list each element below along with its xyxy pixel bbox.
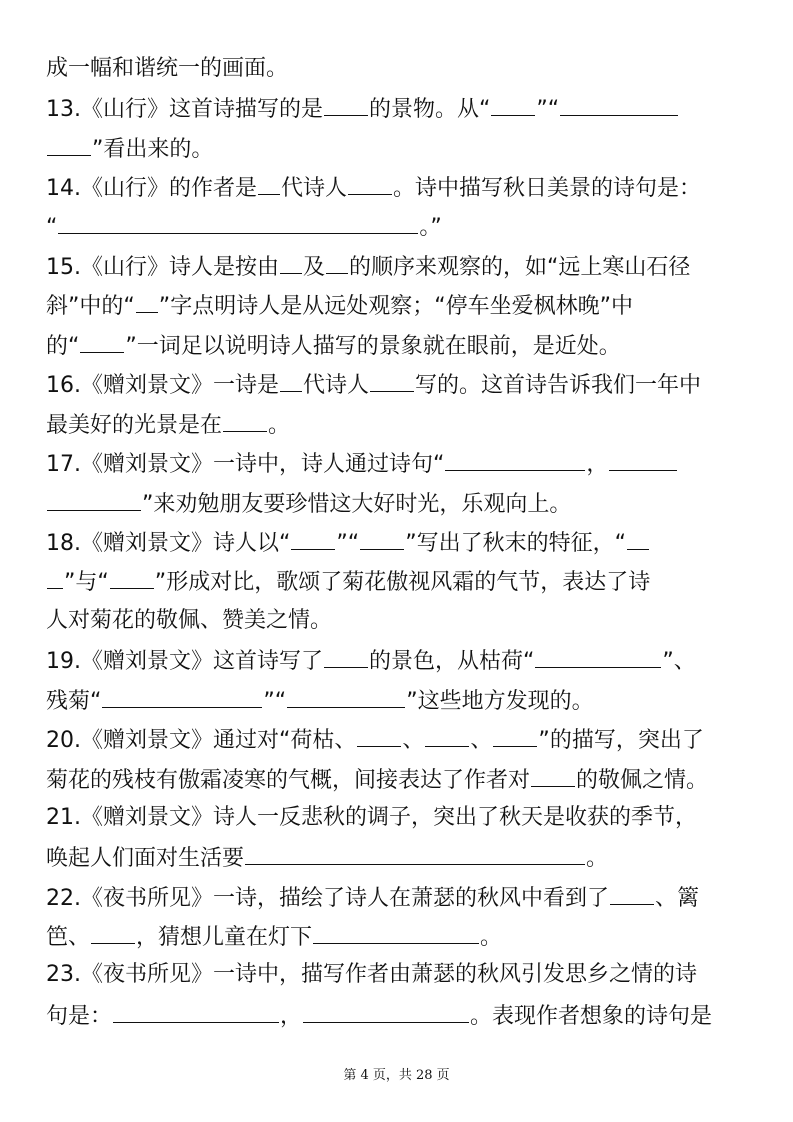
text-line [46, 842, 756, 874]
text-segment: ， [280, 1004, 303, 1029]
text-segment: ”这些地方发现的。 [406, 689, 594, 714]
text-segment: ”来劝勉朋友要珍惜这大好时光，乐观向上。 [142, 492, 572, 517]
text-segment: ”、 [662, 649, 696, 674]
text-segment: 的顺序来观察的，如“远上寒山石径 [349, 255, 691, 280]
text-line [46, 369, 756, 401]
answer-blank[interactable] [287, 685, 405, 708]
text-segment: 。” [419, 215, 442, 240]
answer-blank[interactable] [91, 921, 135, 944]
text-segment: 人对菊花的敬佩、赞美之情。 [46, 608, 333, 633]
text-segment: “ [46, 215, 58, 240]
text-segment: ”“ [263, 689, 287, 714]
text-line [46, 645, 756, 677]
text-segment: 18.《赠刘景文》诗人以“ [46, 531, 291, 556]
answer-blank[interactable] [136, 290, 158, 313]
text-segment: 。诗中描写秋日美景的诗句是： [393, 176, 702, 201]
text-segment: 。表现作者想象的诗句是 [470, 1004, 713, 1029]
text-segment: ”写出了秋末的特征，“ [405, 531, 626, 556]
text-segment: 。 [268, 413, 291, 438]
text-segment: 17.《赠刘景文》一诗中，诗人通过诗句“ [46, 452, 445, 477]
text-segment: 写的。这首诗告诉我们一年中 [415, 373, 702, 398]
text-line [46, 882, 756, 914]
text-segment: 的敬佩之情。 [576, 768, 709, 793]
text-segment: 、 [402, 728, 425, 753]
text-line [46, 566, 756, 598]
answer-blank[interactable] [425, 724, 469, 747]
text-segment: 笆、 [46, 925, 91, 950]
answer-blank[interactable] [491, 93, 535, 116]
answer-blank[interactable] [258, 172, 280, 195]
answer-blank[interactable] [245, 842, 585, 865]
text-segment: 代诗人 [303, 373, 370, 398]
answer-blank[interactable] [110, 566, 154, 589]
text-line [46, 211, 756, 243]
text-line [46, 803, 756, 833]
text-segment: 22.《夜书所见》一诗，描绘了诗人在萧瑟的秋风中看到了 [46, 886, 609, 911]
text-line [46, 724, 756, 756]
answer-blank[interactable] [360, 527, 404, 550]
text-segment: 20.《赠刘景文》通过对“荷枯、 [46, 728, 357, 753]
answer-blank[interactable] [58, 211, 418, 234]
answer-blank[interactable] [80, 330, 124, 353]
text-segment: 斜”中的“ [46, 294, 135, 319]
answer-blank[interactable] [303, 1000, 469, 1023]
text-line [46, 409, 756, 441]
text-segment: ，猜想儿童在灯下 [136, 925, 313, 950]
text-segment: 。 [480, 925, 503, 950]
text-segment: 及 [303, 255, 326, 280]
text-line [46, 1000, 756, 1032]
answer-blank[interactable] [313, 921, 479, 944]
answer-blank[interactable] [370, 369, 414, 392]
text-line [46, 488, 756, 520]
answer-blank[interactable] [113, 1000, 279, 1023]
text-segment: ”与“ [64, 570, 109, 595]
text-segment: 、篱 [655, 886, 700, 911]
text-segment: 23.《夜书所见》一诗中，描写作者由萧瑟的秋风引发思乡之情的诗 [46, 962, 697, 987]
text-line [46, 54, 756, 84]
text-segment: 19.《赠刘景文》这首诗写了 [46, 649, 323, 674]
text-line [46, 133, 756, 165]
answer-blank[interactable] [357, 724, 401, 747]
answer-blank[interactable] [531, 764, 575, 787]
text-segment: 16.《赠刘景文》一诗是 [46, 373, 279, 398]
text-segment: 成一幅和谐统一的画面。 [46, 56, 289, 81]
answer-blank[interactable] [324, 93, 368, 116]
text-segment: 最美好的光景是在 [46, 413, 223, 438]
text-segment: 代诗人 [281, 176, 348, 201]
answer-blank[interactable] [445, 448, 585, 471]
text-segment: 15.《山行》诗人是按由 [46, 255, 279, 280]
text-line [46, 921, 756, 953]
text-line [46, 685, 756, 717]
text-segment: 13.《山行》这首诗描写的是 [46, 97, 323, 122]
answer-blank[interactable] [535, 645, 661, 668]
text-segment: ”的描写，突出了 [538, 728, 704, 753]
answer-blank[interactable] [348, 172, 392, 195]
text-line [46, 93, 756, 125]
text-segment: 唤起人们面对生活要 [46, 846, 245, 871]
answer-blank[interactable] [609, 448, 677, 471]
text-segment: ， [586, 452, 609, 477]
answer-blank[interactable] [326, 251, 348, 274]
text-line [46, 448, 756, 480]
answer-blank[interactable] [493, 724, 537, 747]
text-segment: 、 [470, 728, 493, 753]
text-segment: ”一词足以说明诗人描写的景象就在眼前，是近处。 [125, 334, 621, 359]
text-line [46, 251, 756, 283]
text-segment: ”字点明诗人是从远处观察；“停车坐爱枫林晚”中 [158, 294, 633, 319]
answer-blank[interactable] [280, 369, 302, 392]
text-line [46, 527, 756, 559]
answer-blank[interactable] [610, 882, 654, 905]
text-line [46, 290, 756, 322]
answer-blank[interactable] [47, 488, 141, 511]
text-segment: 21.《赠刘景文》诗人一反悲秋的调子，突出了秋天是收获的季节， [46, 805, 697, 830]
text-segment: ”形成对比，歌颂了菊花傲视风霜的气节，表达了诗 [154, 570, 651, 595]
text-segment: 的景物。从“ [369, 97, 491, 122]
text-segment: ”看出来的。 [92, 137, 214, 162]
text-segment: 14.《山行》的作者是 [46, 176, 257, 201]
text-line [46, 606, 756, 636]
text-line [46, 960, 756, 990]
text-segment: ”“ [336, 531, 360, 556]
answer-blank[interactable] [223, 409, 267, 432]
answer-blank[interactable] [324, 645, 368, 668]
answer-blank[interactable] [627, 527, 649, 550]
answer-blank[interactable] [102, 685, 262, 708]
text-line [46, 764, 756, 796]
text-segment: 句是： [46, 1004, 113, 1029]
text-line [46, 172, 756, 204]
text-segment: 残菊“ [46, 689, 102, 714]
text-segment: 的“ [46, 334, 80, 359]
text-segment: 菊花的残枝有傲霜凌寒的气概，间接表达了作者对 [46, 768, 531, 793]
answer-blank[interactable] [47, 566, 63, 589]
answer-blank[interactable] [560, 93, 678, 116]
answer-blank[interactable] [291, 527, 335, 550]
text-line [46, 330, 756, 362]
answer-blank[interactable] [47, 133, 91, 156]
page-footer: 第 4 页，共 28 页 [343, 1068, 450, 1083]
answer-blank[interactable] [280, 251, 302, 274]
text-segment: ”“ [536, 97, 560, 122]
text-segment: 的景色，从枯荷“ [369, 649, 535, 674]
text-segment: 。 [586, 846, 609, 871]
